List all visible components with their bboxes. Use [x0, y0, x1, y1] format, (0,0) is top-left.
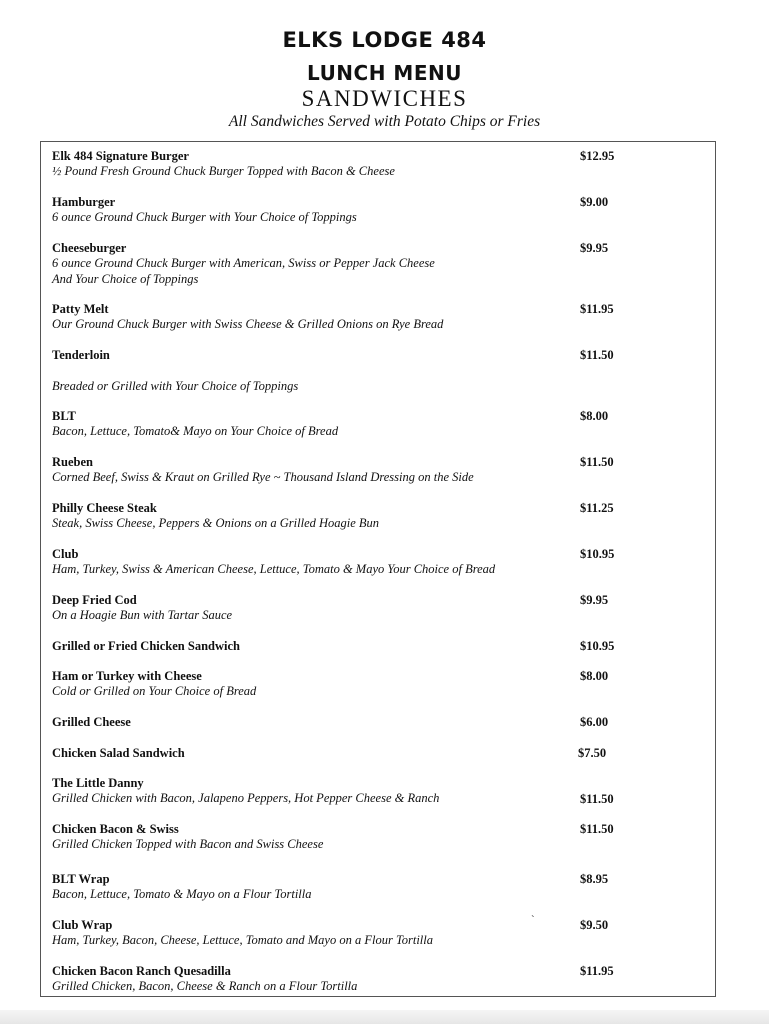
item-description: Ham, Turkey, Swiss & American Cheese, Lettuce, Tomato & Mayo Your Choice of Bread — [52, 562, 496, 576]
item-name: Chicken Bacon Ranch Quesadilla — [52, 964, 231, 978]
item-description: 6 ounce Ground Chuck Burger with Your Choice of Toppings — [52, 210, 357, 224]
item-price: $9.95 — [580, 241, 609, 255]
item-name: Elk 484 Signature Burger — [52, 149, 189, 163]
item-description: Grilled Chicken with Bacon, Jalapeno Peppers, Hot Pepper Cheese & Ranch — [52, 791, 440, 805]
item-name: Chicken Bacon & Swiss — [52, 822, 179, 836]
item-description: Our Ground Chuck Burger with Swiss Cheese & Grilled Onions on Rye Bread — [52, 317, 444, 331]
item-name: Deep Fried Cod — [52, 593, 137, 607]
item-price: $11.50 — [580, 822, 614, 836]
item-description: 6 ounce Ground Chuck Burger with American, Swiss or Pepper Jack Cheese — [52, 256, 435, 270]
item-price: $11.50 — [580, 792, 614, 806]
item-description: Breaded or Grilled with Your Choice of Toppings — [52, 379, 299, 393]
item-description: Grilled Chicken, Bacon, Cheese & Ranch on a Flour Tortilla — [52, 979, 358, 993]
item-description: ½ Pound Fresh Ground Chuck Burger Topped with Bacon & Cheese — [52, 164, 395, 178]
item-price: $11.25 — [580, 501, 614, 515]
item-name: Club Wrap — [52, 918, 113, 932]
section-subtitle: All Sandwiches Served with Potato Chips or Fries — [228, 113, 541, 130]
item-name: Ham or Turkey with Cheese — [52, 669, 202, 683]
item-price: $9.95 — [580, 593, 609, 607]
item-description: Bacon, Lettuce, Tomato& Mayo on Your Choice of Bread — [52, 424, 339, 438]
item-description: Ham, Turkey, Bacon, Cheese, Lettuce, Tomato and Mayo on a Flour Tortilla — [52, 933, 434, 947]
viewer-bottom-edge — [0, 1010, 769, 1024]
item-name: Chicken Salad Sandwich — [52, 746, 185, 760]
item-name: Tenderloin — [52, 348, 110, 362]
item-price: $11.95 — [580, 302, 614, 316]
item-description: Bacon, Lettuce, Tomato & Mayo on a Flour Tortilla — [52, 887, 312, 901]
item-price: $11.50 — [580, 348, 614, 362]
section-title: SANDWICHES — [301, 86, 468, 111]
item-price: $9.50 — [580, 918, 609, 932]
item-price: $7.50 — [578, 746, 607, 760]
item-name: Rueben — [52, 455, 93, 469]
item-name: Grilled or Fried Chicken Sandwich — [52, 639, 240, 653]
item-description: Steak, Swiss Cheese, Peppers & Onions on a Grilled Hoagie Bun — [52, 516, 380, 530]
item-price: $11.95 — [580, 964, 614, 978]
item-name: Hamburger — [52, 195, 116, 209]
item-name: Philly Cheese Steak — [52, 501, 157, 515]
item-price: $10.95 — [580, 639, 615, 653]
item-description: Cold or Grilled on Your Choice of Bread — [52, 684, 257, 698]
item-name: Patty Melt — [52, 302, 109, 316]
item-price: $8.00 — [580, 409, 609, 423]
item-name: BLT — [52, 409, 76, 423]
lodge-title: ELKS LODGE 484 — [282, 28, 487, 52]
menu-items-box — [40, 141, 716, 997]
item-price: $9.00 — [580, 195, 609, 209]
item-price: $12.95 — [580, 149, 615, 163]
menu-title: LUNCH MENU — [307, 61, 462, 85]
item-name: Cheeseburger — [52, 241, 127, 255]
item-description: On a Hoagie Bun with Tartar Sauce — [52, 608, 233, 622]
item-name: The Little Danny — [52, 776, 144, 790]
item-name: BLT Wrap — [52, 872, 110, 886]
item-description: Grilled Chicken Topped with Bacon and Swiss Cheese — [52, 837, 324, 851]
item-name: Club — [52, 547, 79, 561]
stray-mark: ` — [531, 914, 535, 926]
item-price: $6.00 — [580, 715, 609, 729]
item-price: $11.50 — [580, 455, 614, 469]
item-description-line2: And Your Choice of Toppings — [52, 271, 199, 286]
item-price: $8.95 — [580, 872, 609, 886]
item-price: $10.95 — [580, 547, 615, 561]
item-name: Grilled Cheese — [52, 715, 131, 729]
item-price: $8.00 — [580, 669, 609, 683]
item-description: Corned Beef, Swiss & Kraut on Grilled Rye ~ Thousand Island Dressing on the Side — [52, 470, 474, 484]
